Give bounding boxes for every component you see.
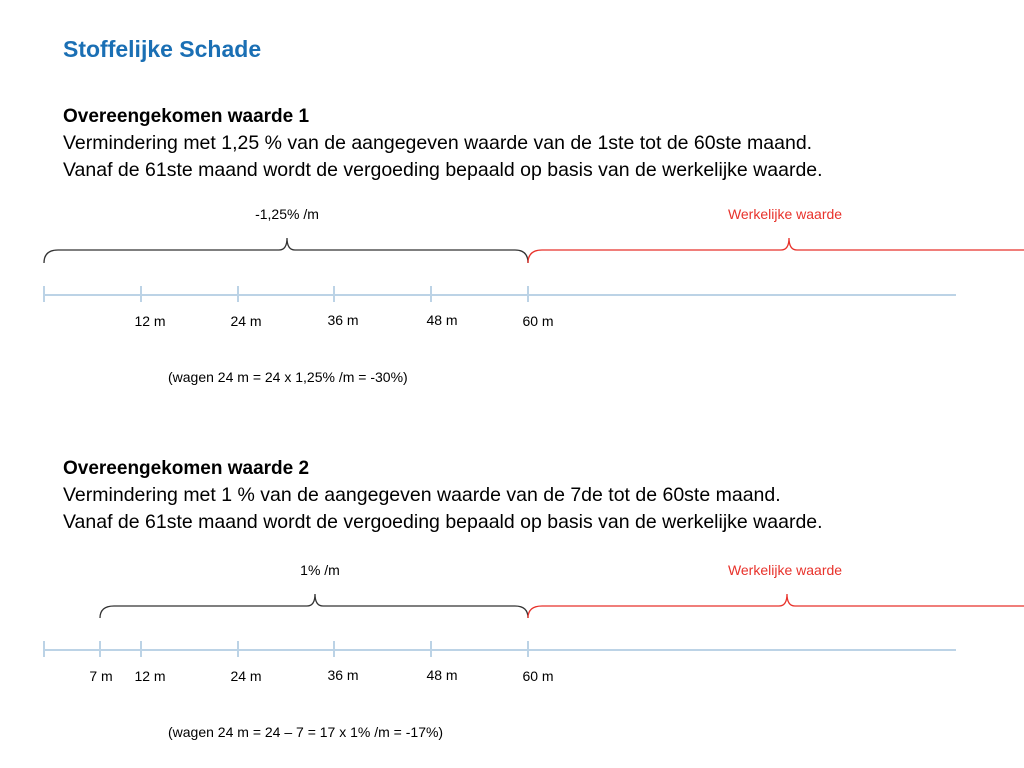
timeline-1-label-12: 12 m [134,313,166,329]
example-1: (wagen 24 m = 24 x 1,25% /m = -30%) [168,369,408,385]
timeline-1-label-36: 36 m [327,312,359,328]
brace-2-left [100,594,528,618]
section-2-heading: Overeengekomen waarde 2 [63,458,310,479]
brace-2-label-right: Werkelijke waarde [727,562,843,578]
timeline-2-label-36: 36 m [327,667,359,683]
example-2: (wagen 24 m = 24 – 7 = 17 x 1% /m = -17%) [168,724,444,740]
brace-1-label-left: -1,25% /m [255,206,319,222]
timeline-1-label-48: 48 m [426,312,458,328]
slide-title: Stoffelijke Schade [63,36,262,62]
brace-1-left [44,238,528,263]
section-2-line-2: Vanaf de 61ste maand wordt de vergoeding bepaald op basis van de werkelijke waarde. [63,511,823,533]
brace-2-right [528,594,1024,618]
section-1-heading: Overeengekomen waarde 1 [63,106,310,127]
timeline-1-label-60: 60 m [522,313,554,329]
timeline-2-label-7: 7 m [89,668,113,684]
timeline-2-label-24: 24 m [230,668,262,684]
timeline-1-label-24: 24 m [230,313,262,329]
brace-1-right [528,238,1024,263]
section-2-line-1: Vermindering met 1 % van de aangegeven waarde van de 7de tot de 60ste maand. [63,484,781,506]
timeline-2-label-60: 60 m [522,668,554,684]
brace-2-label-left: 1% /m [300,562,340,578]
timeline-2-label-48: 48 m [426,667,458,683]
section-1-line-1: Vermindering met 1,25 % van de aangegeven waarde van de 1ste tot de 60ste maand. [63,132,813,154]
brace-1-label-right: Werkelijke waarde [727,206,843,222]
section-1-line-2: Vanaf de 61ste maand wordt de vergoeding bepaald op basis van de werkelijke waarde. [63,159,823,181]
timeline-2-label-12: 12 m [134,668,166,684]
